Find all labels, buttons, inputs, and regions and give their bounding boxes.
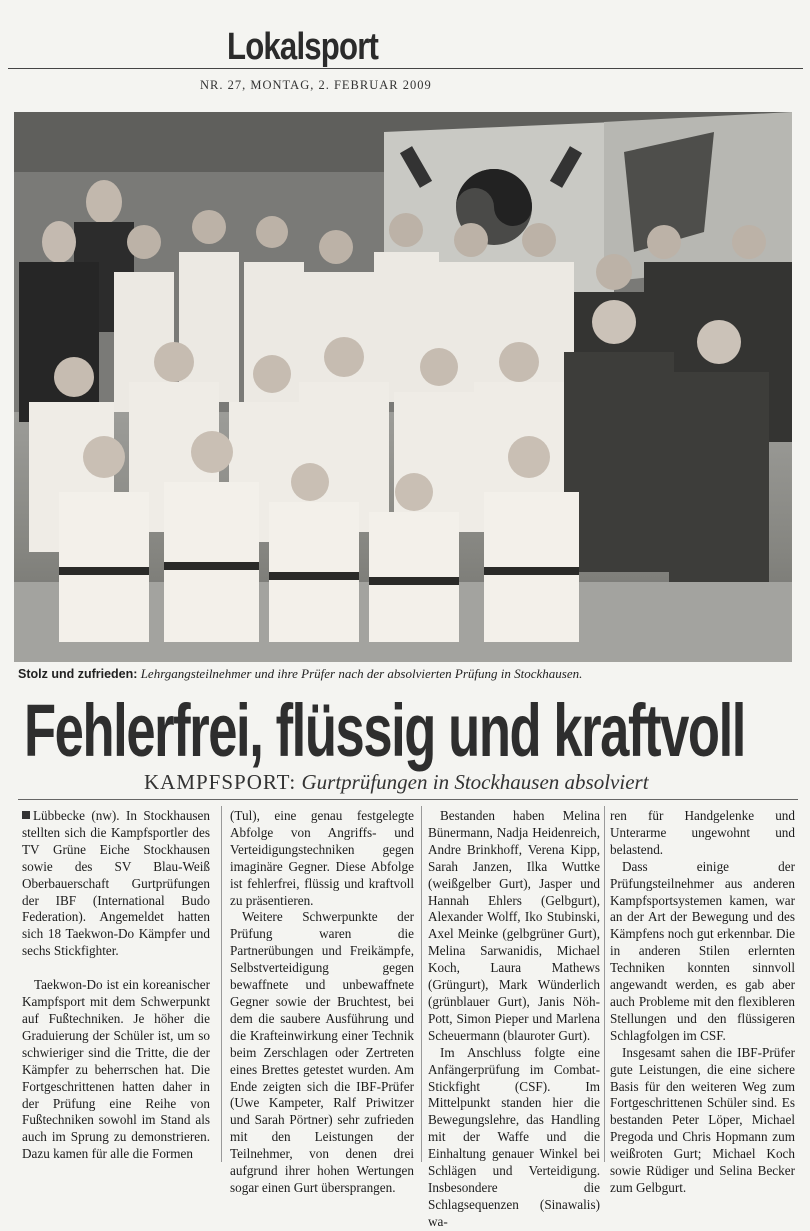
dateline: NR. 27, MONTAG, 2. FEBRUAR 2009 xyxy=(200,78,432,92)
subheadline-rule xyxy=(18,799,798,800)
photo-caption xyxy=(18,666,582,682)
article-column-1 xyxy=(22,808,210,1163)
article-column-4 xyxy=(610,808,795,1197)
section-title: Lokalsport xyxy=(227,26,379,68)
article-column-2 xyxy=(230,808,414,1197)
headline: Fehlerfrei, flüssig und kraftvoll xyxy=(24,689,745,772)
kicker: KAMPFSPORT: xyxy=(144,770,297,794)
column-divider xyxy=(221,806,222,1162)
paragraph: Weitere Schwerpunkte der Prüfung waren die Partnerübungen und Freikämpfe, Selbstverteidigung gegen bewaffnete und unbewaffnete Gegner sowie der Bruchtest, bei dem die saubere Ausführung und die Krafteinwirkung einer Technik beim Zerschlagen oder Zertreten eines Brettes getestet wurden. Am Ende zeigten sich die IBF-Prüfer (Uwe Kampeter, Ralf Priwitzer und Sarah Pörtner) sehr zufrieden mit den Leistungen der Teilnehmer, von denen drei aufgrund ihrer hohen Wertungen sogar einen Gurt übersprangen. xyxy=(230,909,414,1195)
lead-square-icon xyxy=(22,811,30,819)
group-photo-illustration xyxy=(14,112,792,662)
paragraph: Dass einige der Prüfungsteilnehmer aus anderen Kampfsportsystemen kamen, war an der Art der Bewegung und des Kämpfens noch gut erkennbar. Die in anderen Stilen erlernten Techniken konnten sinnvoll angewandt werden, es gab aber auch Probleme mit den flexibleren Stellungen und den flüssigeren Schlagfolgen im CSF. xyxy=(610,858,795,1043)
caption-text: Lehrgangsteilnehmer und ihre Prüfer nach der absolvierten Prüfung in Stockhausen. xyxy=(140,666,583,681)
paragraph: ren für Handgelenke und Unterarme ungewohnt und belastend. xyxy=(610,808,795,857)
column-divider xyxy=(604,806,605,1162)
caption-lead: Stolz und zufrieden: xyxy=(18,667,138,681)
paragraph: Insgesamt sahen die IBF-Prüfer gute Leistungen, die eine sichere Basis für den weiteren Weg zum Fortgeschrittenen Schüler sind. Es bestanden Peter Löper, Michael Pregoda und Chris Hopmann zum weißroten Gurt; Michael Koch sowie Rüdiger und Selina Becker zum Gelbgurt. xyxy=(610,1044,795,1195)
article-column-3 xyxy=(428,808,600,1231)
paragraph: Im Anschluss folgte eine Anfängerprüfung im Combat-Stickfight (CSF). Im Mittelpunkt standen hier die Bewegungslehre, das Handling mit der Waffe und die Einhaltung genauer Winkel bei Schlägen und Verteidigung. Insbesondere die Schlagsequenzen (Sinawalis) wa- xyxy=(428,1044,600,1229)
subheadline-text: Gurtprüfungen in Stockhausen absolviert xyxy=(301,770,649,794)
subheadline xyxy=(144,770,649,795)
paragraph: Bestanden haben Melina Bünermann, Nadja Heidenreich, Andre Brinkhoff, Verena Kipp, Sarah Janzen, Ilka Wuttke (weißgelber Gurt), Jasper und Hannah Ehlers (Gelbgurt), Alexander Wolff, Iko Stubinski, Axel Meinke (gelbgrüner Gurt), Melina Sarwanidis, Michael Koch, Laura Mathews (Grüngurt), Mark Wünderlich (grünblauer Gurt), Janis Nöh-Pott, Simon Pieper und Marlena Scheuermann (blauroter Gurt). xyxy=(428,808,600,1043)
paragraph-text: Lübbecke (nw). In Stockhausen stellten sich die Kampfsportler des TV Grüne Eiche Stockhausen sowie des SV Blau-Weiß Oberbauerschaft Gurtprüfungen der IBF (International Budo Federation). Angemeldet hatten sich 18 Taekwon-Do Kämpfer und sechs Stickfighter. xyxy=(22,808,210,959)
group-photo xyxy=(14,112,792,662)
paragraph xyxy=(22,808,210,960)
paragraph: Taekwon-Do ist ein koreanischer Kampfsport mit dem Schwerpunkt auf Fußtechniken. Je höher die Graduierung der Schüler ist, um so schwieriger sind die Tritte, die der Kämpfer zu beherrschen hat. Die Fortgeschrittenen hatten daher in der Prüfung eine Reihe von Fußtechniken sowohl im Stand als auch im Sprung zu demonstrieren. Dazu kamen für alle die Formen xyxy=(22,977,210,1162)
header-rule xyxy=(8,68,803,69)
column-divider xyxy=(421,806,422,1162)
paragraph: (Tul), eine genau festgelegte Abfolge von Angriffs- und Verteidigungstechniken gegen imaginäre Gegner. Diese Abfolge ist fehlerfrei, flüssig und kraftvoll zu präsentieren. xyxy=(230,808,414,908)
